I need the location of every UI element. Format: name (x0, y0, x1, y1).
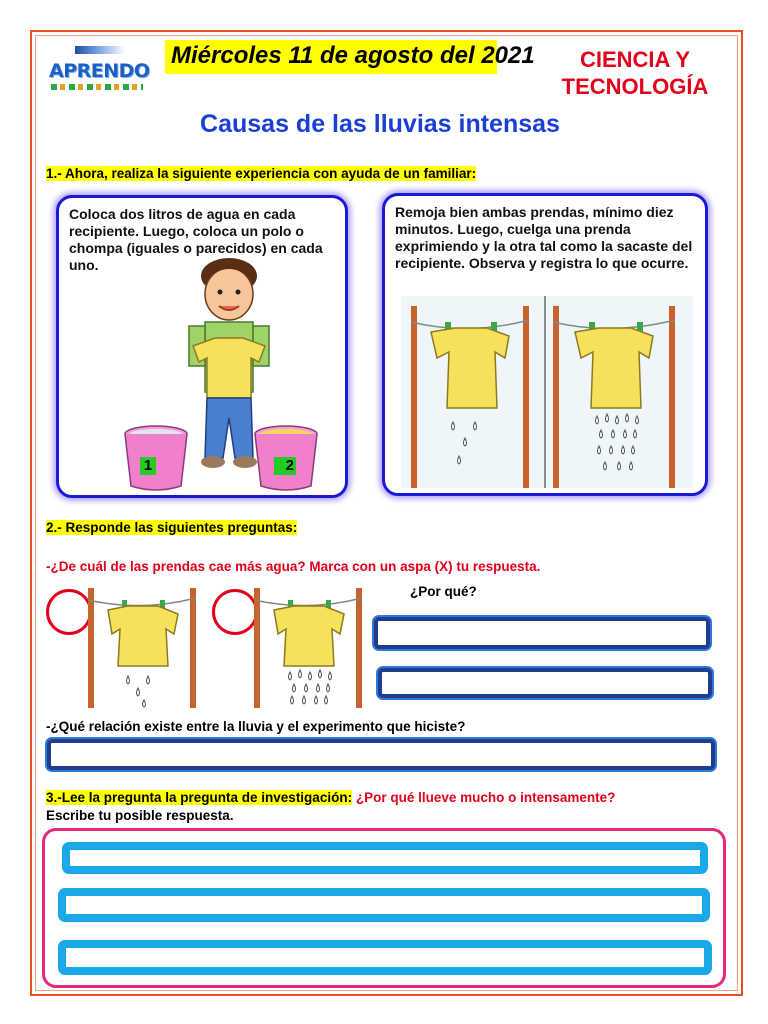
experiment-card-left (56, 195, 348, 498)
question-2: -¿Qué relación existe entre la lluvia y el experimento que hiciste? (46, 719, 466, 734)
section1-heading-text: 1.- Ahora, realiza la siguiente experiencia con ayuda de un familiar: (46, 166, 477, 181)
shirt-wrung-image (84, 584, 200, 708)
hypothesis-answer-line-1[interactable] (62, 842, 708, 874)
logo-text: APRENDO (49, 60, 150, 82)
investigation-question: ¿Por qué llueve mucho o intensamente? (355, 790, 616, 805)
logo-decoration (51, 84, 143, 90)
shirt-wet-image (250, 584, 366, 708)
section3-instruction: Escribe tu posible respuesta. (46, 808, 234, 823)
section3-heading-text: 3.-Lee la pregunta la pregunta de investigación: (46, 790, 353, 805)
bucket-1-icon (121, 424, 191, 494)
bucket-1-label: 1 (140, 457, 156, 475)
clothesline-illustration (401, 296, 693, 488)
page-title: Causas de las lluvias intensas (200, 110, 560, 138)
section2-heading-text: 2.- Responde las siguientes preguntas: (46, 520, 298, 535)
relation-answer-line[interactable] (47, 739, 715, 770)
section1-heading (46, 166, 476, 181)
why-answer-line-2[interactable] (378, 668, 712, 698)
question-1: -¿De cuál de las prendas cae más agua? Marca con un aspa (X) tu respuesta. (46, 559, 541, 574)
why-label: ¿Por qué? (410, 584, 477, 599)
why-answer-line-1[interactable] (374, 617, 710, 649)
date-label: Miércoles 11 de agosto del 2021 (165, 40, 497, 74)
section3-heading (46, 790, 615, 805)
subject-label (540, 46, 730, 100)
hypothesis-answer-line-2[interactable] (58, 888, 710, 922)
subject-line-2: TECNOLOGÍA (561, 74, 709, 99)
bucket-2-label: 2 (274, 457, 296, 475)
section2-heading (46, 520, 297, 535)
card-left-text: Coloca dos litros de agua en cada recipiente. Luego, coloca un polo o chompa (iguales o parecidos) en cada uno. (69, 206, 323, 273)
aprendo-logo (47, 42, 150, 96)
experiment-card-right (382, 193, 708, 496)
subject-line-1: CIENCIA Y (579, 47, 691, 72)
card-right-text: Remoja bien ambas prendas, mínimo diez minutos. Luego, cuelga una prenda exprimiendo y la otra tal como la sacaste del recipiente. Observa y registra lo que ocurre. (395, 204, 693, 271)
hypothesis-answer-line-3[interactable] (58, 940, 712, 975)
logo-bar (75, 46, 125, 54)
